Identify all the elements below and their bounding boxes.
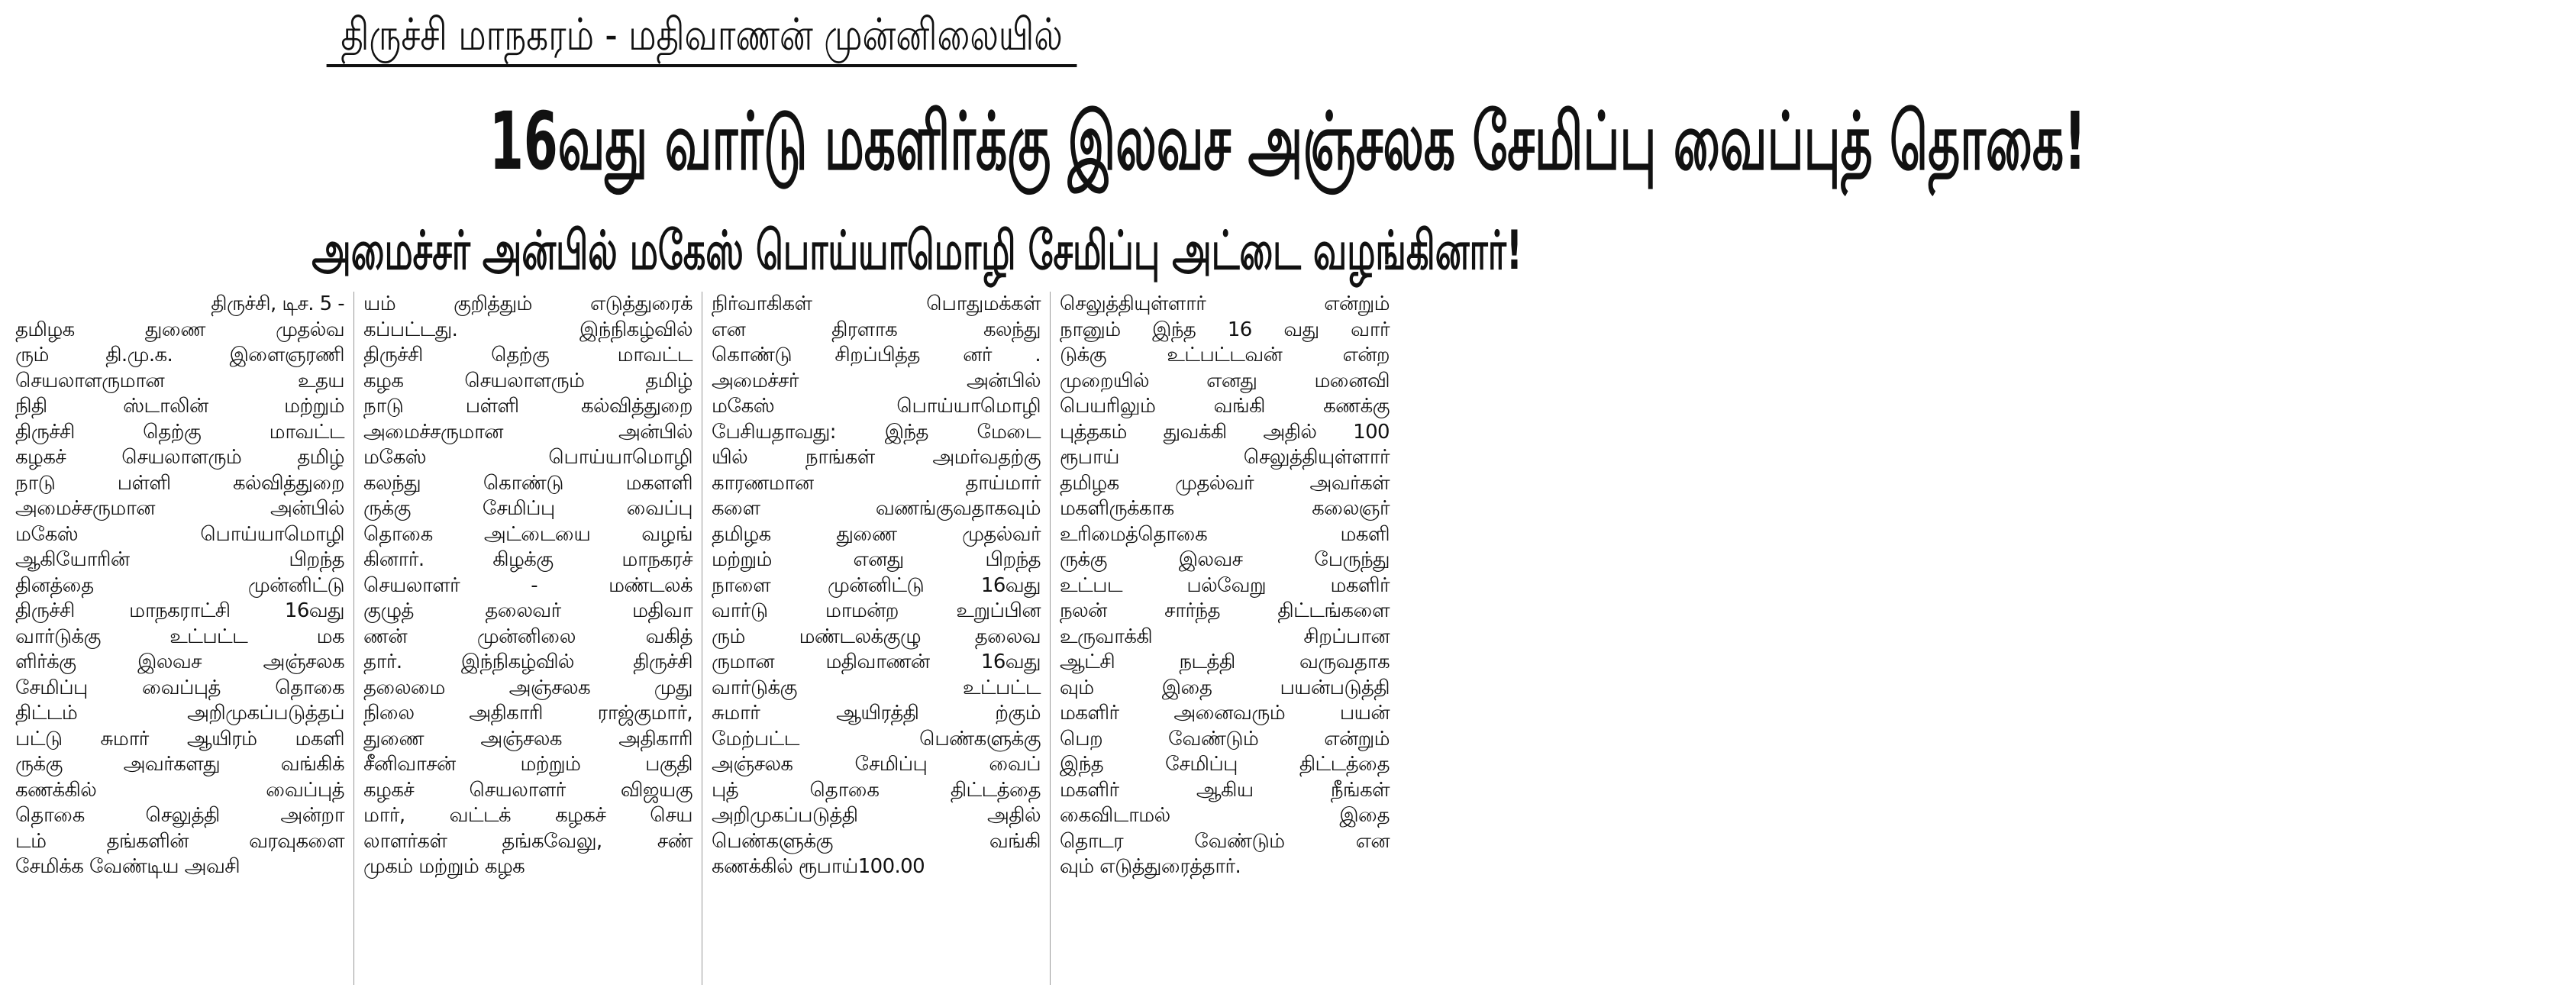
article-line: உரிமைத்தொகை மகளி (1060, 522, 1390, 546)
article-line: புத்தகம் துவக்கி அதில் 100 (1060, 420, 1390, 444)
article-line: மகளிர் ஆகிய நீங்கள் (1060, 778, 1390, 802)
article-line: செயலாளருமான உதய (15, 369, 344, 392)
subheadline (0, 212, 1522, 289)
article-line: மகேஸ் பொய்யாமொழி (712, 395, 1041, 418)
article-line: தமிழக முதல்வர் அவர்கள் (1060, 471, 1390, 495)
article-column-1 (6, 292, 354, 985)
article-line: பெற வேண்டும் என்றும் (1060, 727, 1390, 751)
article-line: கலந்து கொண்டு மகளளி (363, 471, 692, 495)
article-line: நிதி ஸ்டாலின் மற்றும் (15, 395, 344, 418)
article-line: அமைச்சர் அன்பில் (712, 369, 1041, 392)
article-line: கழகச் செயலாளர் விஜயகு (363, 778, 692, 802)
article-line: செலுத்தியுள்ளார் என்றும் (1060, 292, 1390, 315)
article-line: உருவாக்கி சிறப்பான (1060, 625, 1390, 648)
kicker: திருச்சி மாநகரம் - மதிவாணன் முன்னிலையில் (327, 5, 1077, 67)
article-line: அமைச்சருமான அன்பில் (363, 420, 692, 444)
article-line: தமிழக துணை முதல்வ (15, 318, 344, 341)
article-line: இந்த சேமிப்பு திட்டத்தை (1060, 753, 1390, 776)
article-line: மகளிருக்காக கலைஞர் (1060, 497, 1390, 520)
article-line: திருச்சி தெற்கு மாவட்ட (15, 420, 344, 444)
article-line: நாடு பள்ளி கல்வித்துறை (15, 471, 344, 495)
article-line: ஆகியோரின் பிறந்த (15, 548, 344, 571)
article-line: லாளர்கள் தங்கவேலு, சண் (363, 829, 692, 853)
article-line: வார்டுக்கு உட்பட்ட மக (15, 625, 344, 648)
article-line: ரூபாய் செலுத்தியுள்ளார் (1060, 446, 1390, 469)
article-line: தொகை அட்டையை வழங் (363, 522, 692, 546)
article-line: தலைமை அஞ்சலக முது (363, 676, 692, 699)
article-line: ருக்கு இலவச பேருந்து (1060, 548, 1390, 571)
article-line: திருச்சி தெற்கு மாவட்ட (363, 344, 692, 366)
article-columns (6, 292, 1399, 985)
article-line: தினத்தை முன்னிட்டு (15, 573, 344, 597)
article-line: நிர்வாகிகள் பொதுமக்கள் (712, 292, 1041, 315)
article-line: நிலை அதிகாரி ராஜ்குமார், (363, 702, 692, 725)
article-line: கொண்டு சிறப்பித்த னர் . (712, 344, 1041, 366)
article-line: மற்றும் எனது பிறந்த (712, 548, 1041, 571)
article-line: துணை அஞ்சலக அதிகாரி (363, 727, 692, 751)
article-line: நலன் சார்ந்த திட்டங்களை (1060, 599, 1390, 622)
article-line: வார்டு மாமன்ற உறுப்பின (712, 599, 1041, 622)
article-line: டம் தங்களின் வரவுகளை (15, 829, 344, 853)
article-line: ரும் மண்டலக்குழு தலைவ (712, 625, 1041, 648)
article-line: அமைச்சருமான அன்பில் (15, 497, 344, 520)
article-line: கினார். கிழக்கு மாநகரச் (363, 548, 692, 571)
headline (0, 84, 2087, 199)
article-line: நாடு பள்ளி கல்வித்துறை (363, 395, 692, 418)
article-line: நாளை முன்னிட்டு 16வது (712, 573, 1041, 597)
kicker-container (0, 5, 1403, 73)
article-column-2 (354, 292, 702, 985)
article-line: அஞ்சலக சேமிப்பு வைப் (712, 753, 1041, 776)
article-line: பேசியதாவது: இந்த மேடை (712, 420, 1041, 444)
article-line: புத் தொகை திட்டத்தை (712, 778, 1041, 802)
article-line: வும் எடுத்துரைத்தார். (1060, 855, 1241, 878)
article-column-3 (702, 292, 1051, 985)
article-line: வும் இதை பயன்படுத்தி (1060, 676, 1390, 699)
article-line: தொகை செலுத்தி அன்றா (15, 804, 344, 827)
article-line: காரணமான தாய்மார் (712, 471, 1041, 495)
article-line: ஆட்சி நடத்தி வருவதாக (1060, 650, 1390, 673)
article-line: நானும் இந்த 16 வது வார் (1060, 318, 1390, 341)
article-line: தொடர வேண்டும் என (1060, 829, 1390, 853)
article-line: கழகச் செயலாளரும் தமிழ் (15, 446, 344, 469)
article-line: முறையில் எனது மனைவி (1060, 369, 1390, 392)
article-line: ளிர்க்கு இலவச அஞ்சலக (15, 650, 344, 673)
article-line: உட்பட பல்வேறு மகளிர் (1060, 573, 1390, 597)
article-column-4 (1051, 292, 1399, 985)
article-line: மேற்பட்ட பெண்களுக்கு (712, 727, 1041, 751)
article-line: ணன் முன்னிலை வகித் (363, 625, 692, 648)
article-line: பெண்களுக்கு வங்கி (712, 829, 1041, 853)
article-line: யில் நாங்கள் அமர்வதற்கு (712, 446, 1041, 469)
article-line: மகேஸ் பொய்யாமொழி (363, 446, 692, 469)
article-line: கைவிடாமல் இதை (1060, 804, 1390, 827)
article-line: முகம் மற்றும் கழக (363, 855, 525, 878)
article-line: செயலாளர் - மண்டலக் (363, 573, 692, 597)
article-line: தார். இந்நிகழ்வில் திருச்சி (363, 650, 692, 673)
article-line: அறிமுகப்படுத்தி அதில் (712, 804, 1041, 827)
article-line: சீனிவாசன் மற்றும் பகுதி (363, 753, 692, 776)
article-line: சேமிக்க வேண்டிய அவசி (15, 855, 240, 878)
article-line: களை வணங்குவதாகவும் (712, 497, 1041, 520)
article-line: மகேஸ் பொய்யாமொழி (15, 522, 344, 546)
article-line: மார், வட்டக் கழகச் செய (363, 804, 692, 827)
article-line: சேமிப்பு வைப்புத் தொகை (15, 676, 344, 699)
article-line: சுமார் ஆயிரத்தி ற்கும் (712, 702, 1041, 725)
article-line: யம் குறித்தும் எடுத்துரைக் (363, 292, 692, 315)
article-line: குழுத் தலைவர் மதிவா (363, 599, 692, 622)
subheadline-text: அமைச்சர் அன்பில் மகேஸ் பொய்யாமொழி சேமிப்பு அட்டை வழங்கினார்! (312, 219, 1522, 282)
article-line: கணக்கில் ரூபாய்100.00 (712, 855, 925, 878)
article-line: ருக்கு சேமிப்பு வைப்பு (363, 497, 692, 520)
article-line: பெயரிலும் வங்கி கணக்கு (1060, 395, 1390, 418)
article-line: தமிழக துணை முதல்வர் (712, 522, 1041, 546)
article-line: வார்டுக்கு உட்பட்ட (712, 676, 1041, 699)
article-line: ருமான மதிவாணன் 16வது (712, 650, 1041, 673)
article-line: திட்டம் அறிமுகப்படுத்தப் (15, 702, 344, 725)
article-line: கணக்கில் வைப்புத் (15, 778, 344, 802)
article-line: திருச்சி மாநகராட்சி 16வது (15, 599, 344, 622)
headline-text: 16வது வார்டு மகளிர்க்கு இலவச அஞ்சலக சேமிப்பு வைப்புத் தொகை! (489, 95, 2087, 188)
article-line: ருக்கு அவர்களது வங்கிக் (15, 753, 344, 776)
article-line: கப்பட்டது. இந்நிகழ்வில் (363, 318, 692, 341)
article-line: கழக செயலாளரும் தமிழ் (363, 369, 692, 392)
article-line: மகளிர் அனைவரும் பயன் (1060, 702, 1390, 725)
article-line: என திரளாக கலந்து (712, 318, 1041, 341)
article-line: பட்டு சுமார் ஆயிரம் மகளி (15, 727, 344, 751)
dateline: திருச்சி, டிச. 5 - (211, 292, 344, 315)
article-line: டுக்கு உட்பட்டவன் என்ற (1060, 344, 1390, 366)
article-line: ரும் தி.மு.க. இளைஞரணி (15, 344, 344, 366)
